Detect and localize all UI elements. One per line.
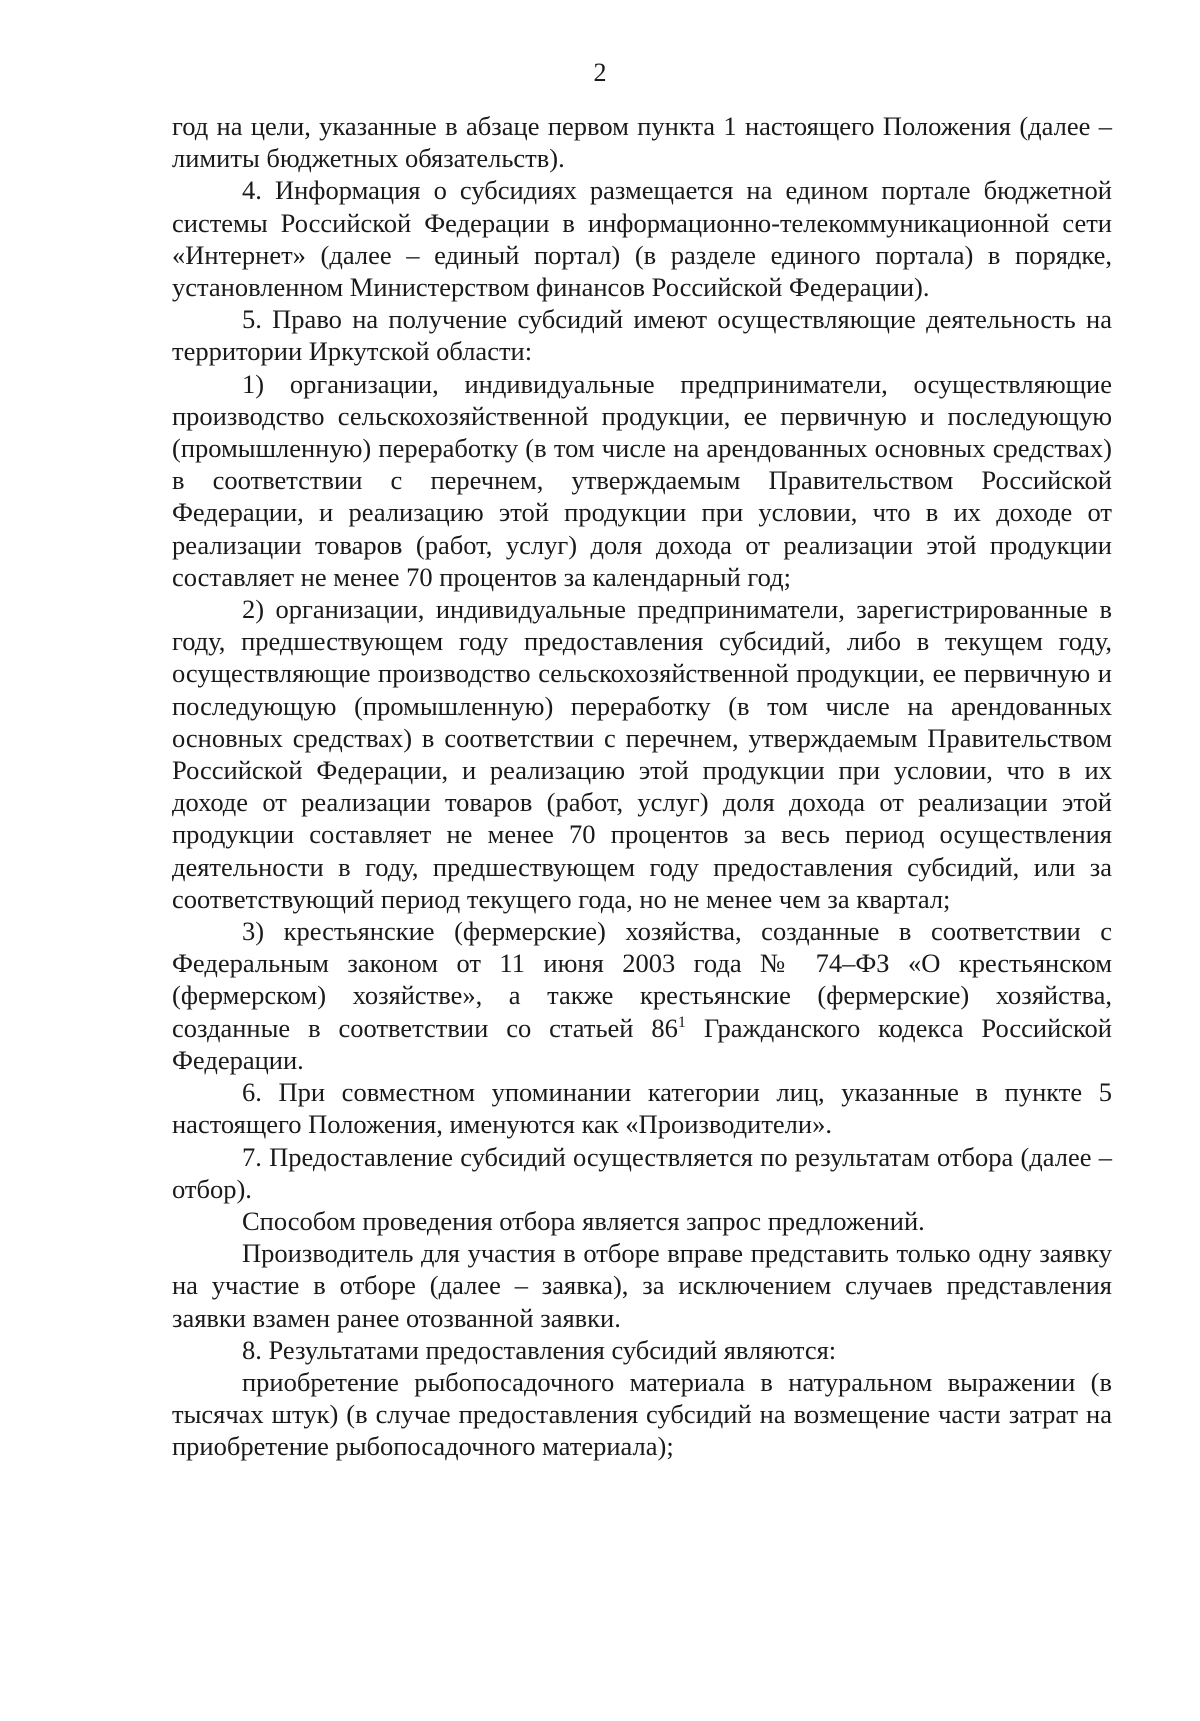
paragraph-item-5: 5. Право на получение субсидий имеют осуществляющие деятельность на территории Иркутской области: [172,304,1112,367]
document-body [172,110,1112,1463]
paragraph-continuation: год на цели, указанные в абзаце первом пункта 1 настоящего Положения (далее – лимиты бюджетных обязательств). [172,111,1112,174]
paragraph-subitem-1: 1) организации, индивидуальные предприниматели, осуществляющие производство сельскохозяйственной продукции, ее первичную и последующую (промышленную) переработку (в том числе на арендованных основных средствах) в соответствии с перечнем, утверждаемым Правительством Российской Федерации, и реализацию этой продукции при условии, что в их доходе от реализации товаров (работ, услуг) доля дохода от реализации этой продукции составляет не менее 70 процентов за календарный год; [172,368,1112,592]
paragraph-item-4: 4. Информация о субсидиях размещается на едином портале бюджетной системы Российской Федерации в информационно-телекоммуникационной сети «Интернет» (далее – единый портал) (в разделе единого портала) в порядке, установленном Министерством финансов Российской Федерации). [172,175,1112,303]
paragraph-subitem-3 [172,915,1112,1076]
subitem-3-text-start: 3) крестьянские (фермерские) хозяйства, созданные в соответствии с Федеральным законом от 11 июня 2003 года № 74–ФЗ «О крестьянском (фермерском) хозяйстве», а также крестьянские (фермерские) хозяйства, созданные в соответствии со статьей 86 [172,916,1112,1043]
paragraph-application-rule: Производитель для участия в отборе вправе представить только одну заявку на участие в отборе (далее – заявка), за исключением случаев представления заявки взамен ранее отозванной заявки. [172,1238,1112,1333]
article-superscript: 1 [677,1013,686,1031]
paragraph-selection-method: Способом проведения отбора является запрос предложений. [242,1205,925,1236]
paragraph-item-7: 7. Предоставление субсидий осуществляется по результатам отбора (далее – отбор). [172,1141,1112,1204]
page-number: 2 [593,58,607,87]
subitem-3-text-end: Гражданского кодекса Российской Федерации. [172,1012,1112,1075]
paragraph-result-fish-stock: приобретение рыбопосадочного материала в натуральном выражении (в тысячах штук) (в случае предоставления субсидий на возмещение части затрат на приобретение рыбопосадочного материала); [172,1366,1112,1462]
paragraph-item-6: 6. При совместном упоминании категории лиц, указанные в пункте 5 настоящего Положения, именуются как «Производители». [172,1077,1112,1140]
paragraph-item-8: 8. Результатами предоставления субсидий являются: [242,1334,837,1365]
paragraph-subitem-2: 2) организации, индивидуальные предприниматели, зарегистрированные в году, предшествующем году предоставления субсидий, либо в текущем году, осуществляющие производство сельскохозяйственной продукции, ее первичную и последующую (промышленную) переработку (в том числе на арендованных основных средствах) в соответствии с перечнем, утверждаемым Правительством Российской Федерации, и реализацию этой продукции при условии, что в их доходе от реализации товаров (работ, услуг) доля дохода от реализации этой продукции составляет не менее 70 процентов за весь период осуществления деятельности в году, предшествующем году предоставления субсидий, или за соответствующий период текущего года, но не менее чем за квартал; [172,594,1112,914]
